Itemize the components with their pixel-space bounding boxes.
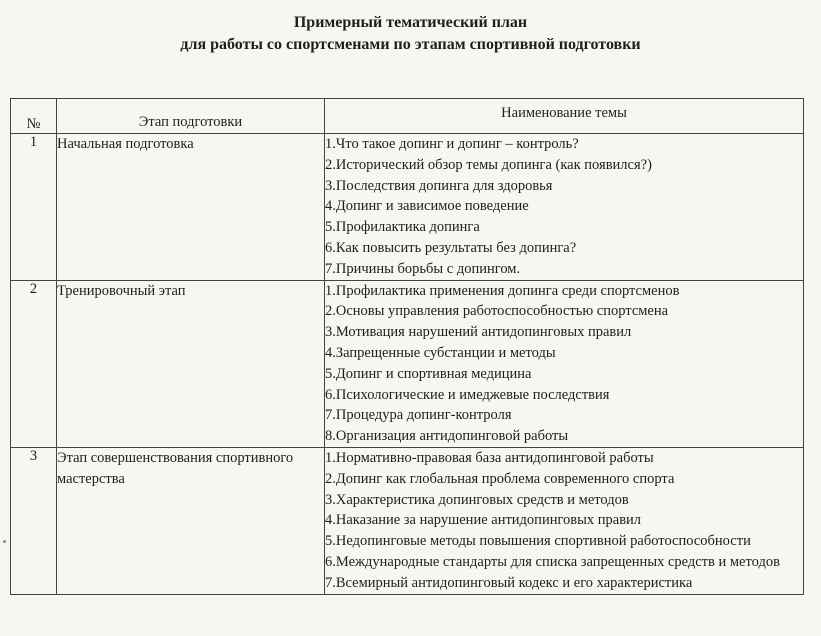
topic-item: 1.Нормативно-правовая база антидопинговой работы: [325, 449, 654, 466]
row-topics: [325, 134, 804, 281]
row-stage: Этап совершенствования спортивного мастерства: [57, 447, 325, 594]
table-row: [11, 447, 804, 594]
topic-item: 1.Что такое допинг и допинг – контроль?: [325, 136, 579, 152]
topic-item: 2.Основы управления работоспособностью спортсмена: [325, 303, 669, 320]
header-topic: [325, 99, 804, 134]
topic-item: 7.Процедура допинг-контроля: [325, 407, 512, 424]
row-stage: Тренировочный этап: [57, 280, 325, 447]
topic-item: 5.Допинг и спортивная медицина: [325, 365, 532, 382]
row-stage: Начальная подготовка: [57, 134, 325, 281]
topic-item: 4.Допинг и зависимое поведение: [325, 198, 529, 215]
topic-item: 3.Последствия допинга для здоровья: [325, 177, 553, 194]
header-number: [11, 99, 57, 134]
header-stage: [57, 99, 325, 134]
header-stage-label: Этап подготовки: [138, 114, 243, 130]
header-topic-label: Наименование темы: [501, 105, 627, 121]
table-header-row: [11, 99, 804, 134]
row-number: 1: [11, 134, 57, 281]
title-line-1: Примерный тематический план: [293, 14, 528, 31]
row-topics: [325, 280, 804, 447]
topic-item: 6.Как повысить результаты без допинга?: [325, 239, 577, 256]
row-number: 3: [11, 447, 57, 594]
topic-item: 4.Запрещенные субстанции и методы: [325, 344, 556, 361]
topic-item: 3.Мотивация нарушений антидопинговых правил: [325, 324, 632, 341]
title-line-2: для работы со спортсменами по этапам спортивной подготовки: [180, 36, 641, 53]
topic-item: 2.Исторический обзор темы допинга (как появился?): [325, 156, 652, 173]
topic-item: 8.Организация антидопинговой работы: [325, 428, 569, 445]
topic-item: 2.Допинг как глобальная проблема современного спорта: [325, 470, 675, 487]
scan-speck: [3, 540, 6, 543]
topic-item: 3.Характеристика допинговых средств и методов: [325, 491, 629, 508]
topic-item: 6.Психологические и имеджевые последствия: [325, 386, 610, 403]
document-title: [0, 12, 821, 56]
topic-item: 7.Всемирный антидопинговый кодекс и его характеристика: [325, 574, 693, 591]
topic-item: 1.Профилактика применения допинга среди спортсменов: [325, 282, 680, 299]
row-number: 2: [11, 280, 57, 447]
topic-item: 6.Международные стандарты для списка запрещенных средств и методов: [325, 553, 780, 570]
thematic-plan-table: [10, 98, 804, 595]
topic-item: 5.Недопинговые методы повышения спортивной работоспособности: [325, 533, 751, 550]
table-row: [11, 134, 804, 281]
topic-item: 7.Причины борьбы с допингом.: [325, 260, 521, 277]
table-row: [11, 280, 804, 447]
topic-item: 5.Профилактика допинга: [325, 219, 480, 236]
topic-item: 4.Наказание за нарушение антидопинговых правил: [325, 512, 642, 529]
row-topics: [325, 447, 804, 594]
header-number-label: №: [26, 116, 41, 132]
